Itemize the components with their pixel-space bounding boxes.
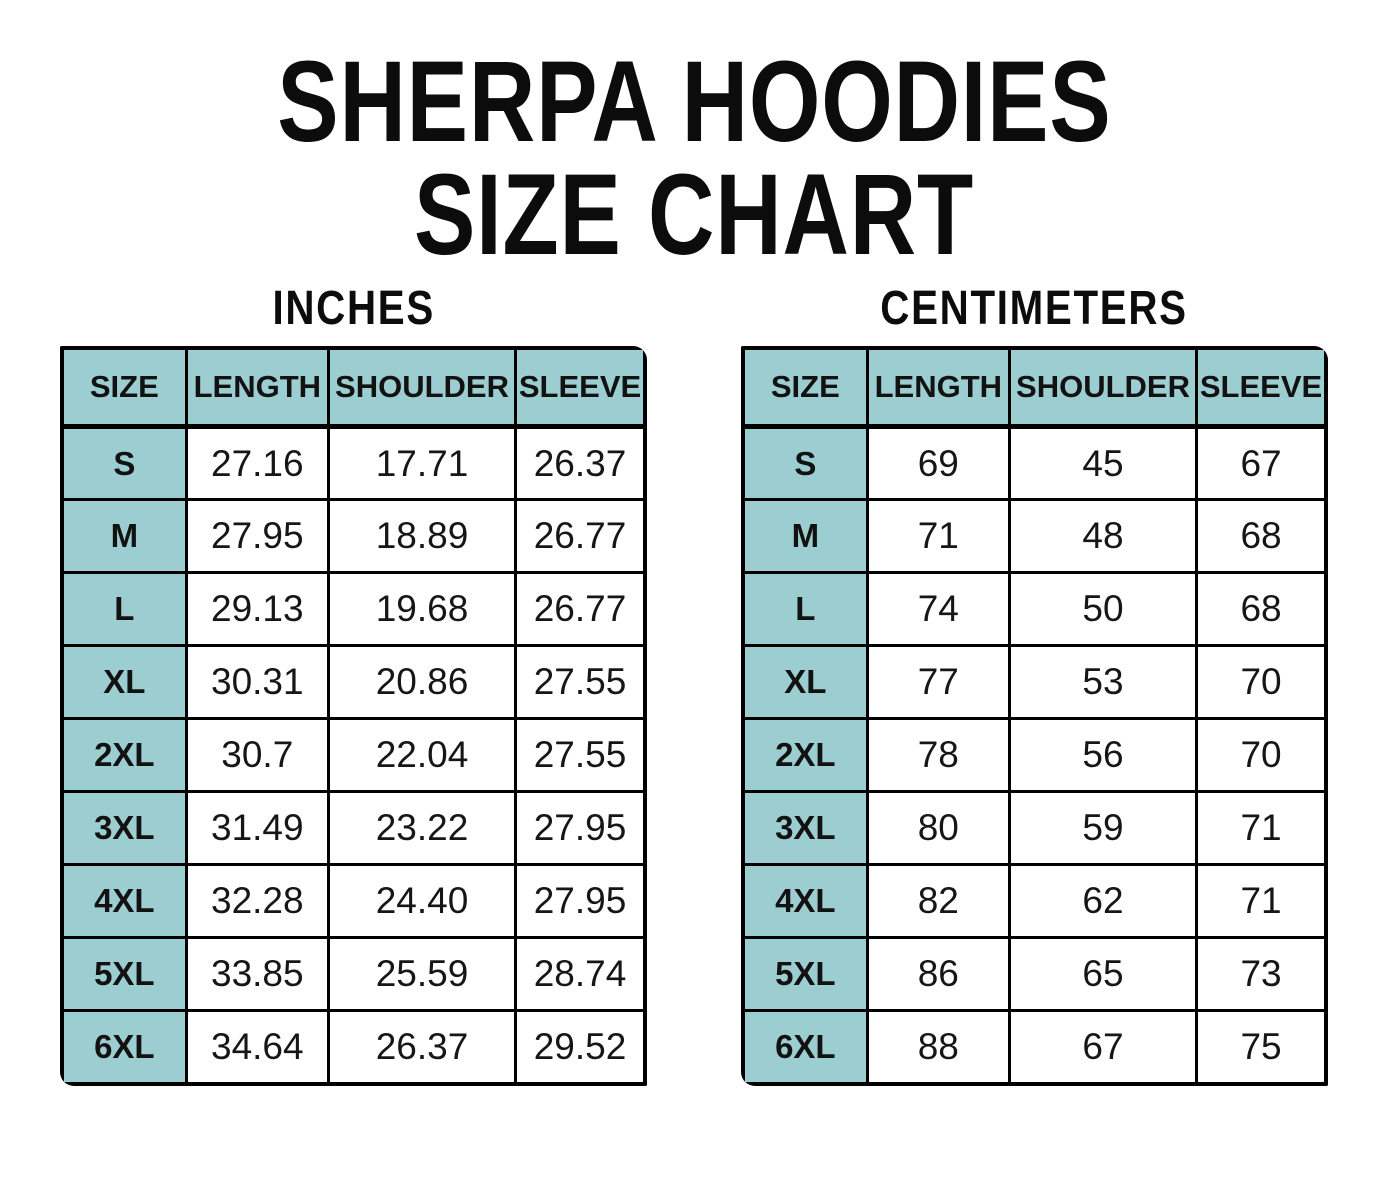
column-header-size: SIZE (743, 348, 867, 427)
value-cell: 53 (1009, 646, 1196, 719)
value-cell: 22.04 (328, 719, 515, 792)
size-cell: L (743, 573, 867, 646)
value-cell: 25.59 (328, 938, 515, 1011)
size-cell: 2XL (62, 719, 186, 792)
header-row (743, 348, 1326, 427)
value-cell: 75 (1197, 1011, 1326, 1084)
size-cell: 6XL (743, 1011, 867, 1084)
column-header-length: LENGTH (867, 348, 1009, 427)
table-row (62, 500, 645, 573)
value-cell: 56 (1009, 719, 1196, 792)
size-cell: S (62, 427, 186, 500)
table-row (62, 427, 645, 500)
table-row (62, 573, 645, 646)
table-row (62, 938, 645, 1011)
size-cell: 3XL (743, 792, 867, 865)
value-cell: 88 (867, 1011, 1009, 1084)
value-cell: 68 (1197, 500, 1326, 573)
size-cell: M (62, 500, 186, 573)
size-cell: S (743, 427, 867, 500)
size-cell: 5XL (743, 938, 867, 1011)
value-cell: 23.22 (328, 792, 515, 865)
table-row (743, 573, 1326, 646)
value-cell: 32.28 (186, 865, 328, 938)
value-cell: 26.77 (516, 573, 645, 646)
table-row (743, 646, 1326, 719)
value-cell: 78 (867, 719, 1009, 792)
column-header-sleeve: SLEEVE (1197, 348, 1326, 427)
value-cell: 27.95 (516, 792, 645, 865)
column-header-size: SIZE (62, 348, 186, 427)
value-cell: 67 (1009, 1011, 1196, 1084)
value-cell: 28.74 (516, 938, 645, 1011)
value-cell: 71 (867, 500, 1009, 573)
value-cell: 80 (867, 792, 1009, 865)
centimeters-label: CENTIMETERS (880, 282, 1189, 335)
centimeters-table (741, 346, 1328, 1086)
value-cell: 27.16 (186, 427, 328, 500)
column-header-length: LENGTH (186, 348, 328, 427)
page-title-line1: SHERPA HOODIES (276, 38, 1112, 166)
value-cell: 18.89 (328, 500, 515, 573)
value-cell: 70 (1197, 646, 1326, 719)
value-cell: 71 (1197, 792, 1326, 865)
value-cell: 29.13 (186, 573, 328, 646)
value-cell: 31.49 (186, 792, 328, 865)
value-cell: 33.85 (186, 938, 328, 1011)
table-row (62, 1011, 645, 1084)
value-cell: 82 (867, 865, 1009, 938)
value-cell: 48 (1009, 500, 1196, 573)
table-row (743, 719, 1326, 792)
value-cell: 74 (867, 573, 1009, 646)
value-cell: 59 (1009, 792, 1196, 865)
value-cell: 50 (1009, 573, 1196, 646)
size-cell: 4XL (743, 865, 867, 938)
value-cell: 27.55 (516, 719, 645, 792)
table-row (743, 500, 1326, 573)
size-cell: 5XL (62, 938, 186, 1011)
column-header-sleeve: SLEEVE (516, 348, 645, 427)
value-cell: 68 (1197, 573, 1326, 646)
size-cell: 6XL (62, 1011, 186, 1084)
value-cell: 26.77 (516, 500, 645, 573)
inches-label: INCHES (272, 282, 435, 335)
value-cell: 69 (867, 427, 1009, 500)
tables-container (0, 272, 1388, 1086)
value-cell: 65 (1009, 938, 1196, 1011)
value-cell: 26.37 (328, 1011, 515, 1084)
value-cell: 26.37 (516, 427, 645, 500)
header-row (62, 348, 645, 427)
value-cell: 30.31 (186, 646, 328, 719)
size-cell: 2XL (743, 719, 867, 792)
size-cell: 3XL (62, 792, 186, 865)
value-cell: 45 (1009, 427, 1196, 500)
value-cell: 71 (1197, 865, 1326, 938)
column-header-shoulder: SHOULDER (328, 348, 515, 427)
inches-table-section (60, 272, 647, 1086)
value-cell: 77 (867, 646, 1009, 719)
value-cell: 19.68 (328, 573, 515, 646)
size-cell: XL (743, 646, 867, 719)
value-cell: 27.95 (186, 500, 328, 573)
table-row (743, 938, 1326, 1011)
column-header-shoulder: SHOULDER (1009, 348, 1196, 427)
inches-table (60, 346, 647, 1086)
value-cell: 70 (1197, 719, 1326, 792)
value-cell: 34.64 (186, 1011, 328, 1084)
table-row (62, 719, 645, 792)
table-row (743, 1011, 1326, 1084)
value-cell: 86 (867, 938, 1009, 1011)
inches-table-wrapper (60, 346, 647, 1086)
size-cell: M (743, 500, 867, 573)
table-row (62, 865, 645, 938)
table-row (743, 865, 1326, 938)
table-row (743, 792, 1326, 865)
value-cell: 17.71 (328, 427, 515, 500)
value-cell: 27.55 (516, 646, 645, 719)
value-cell: 20.86 (328, 646, 515, 719)
table-row (62, 646, 645, 719)
value-cell: 29.52 (516, 1011, 645, 1084)
size-cell: L (62, 573, 186, 646)
table-row (743, 427, 1326, 500)
value-cell: 62 (1009, 865, 1196, 938)
page-title (0, 0, 1388, 279)
table-row (62, 792, 645, 865)
page-title-line2: SIZE CHART (414, 151, 974, 279)
value-cell: 30.7 (186, 719, 328, 792)
value-cell: 24.40 (328, 865, 515, 938)
centimeters-table-section (741, 272, 1328, 1086)
value-cell: 67 (1197, 427, 1326, 500)
value-cell: 73 (1197, 938, 1326, 1011)
value-cell: 27.95 (516, 865, 645, 938)
size-cell: 4XL (62, 865, 186, 938)
size-cell: XL (62, 646, 186, 719)
centimeters-table-wrapper (741, 346, 1328, 1086)
